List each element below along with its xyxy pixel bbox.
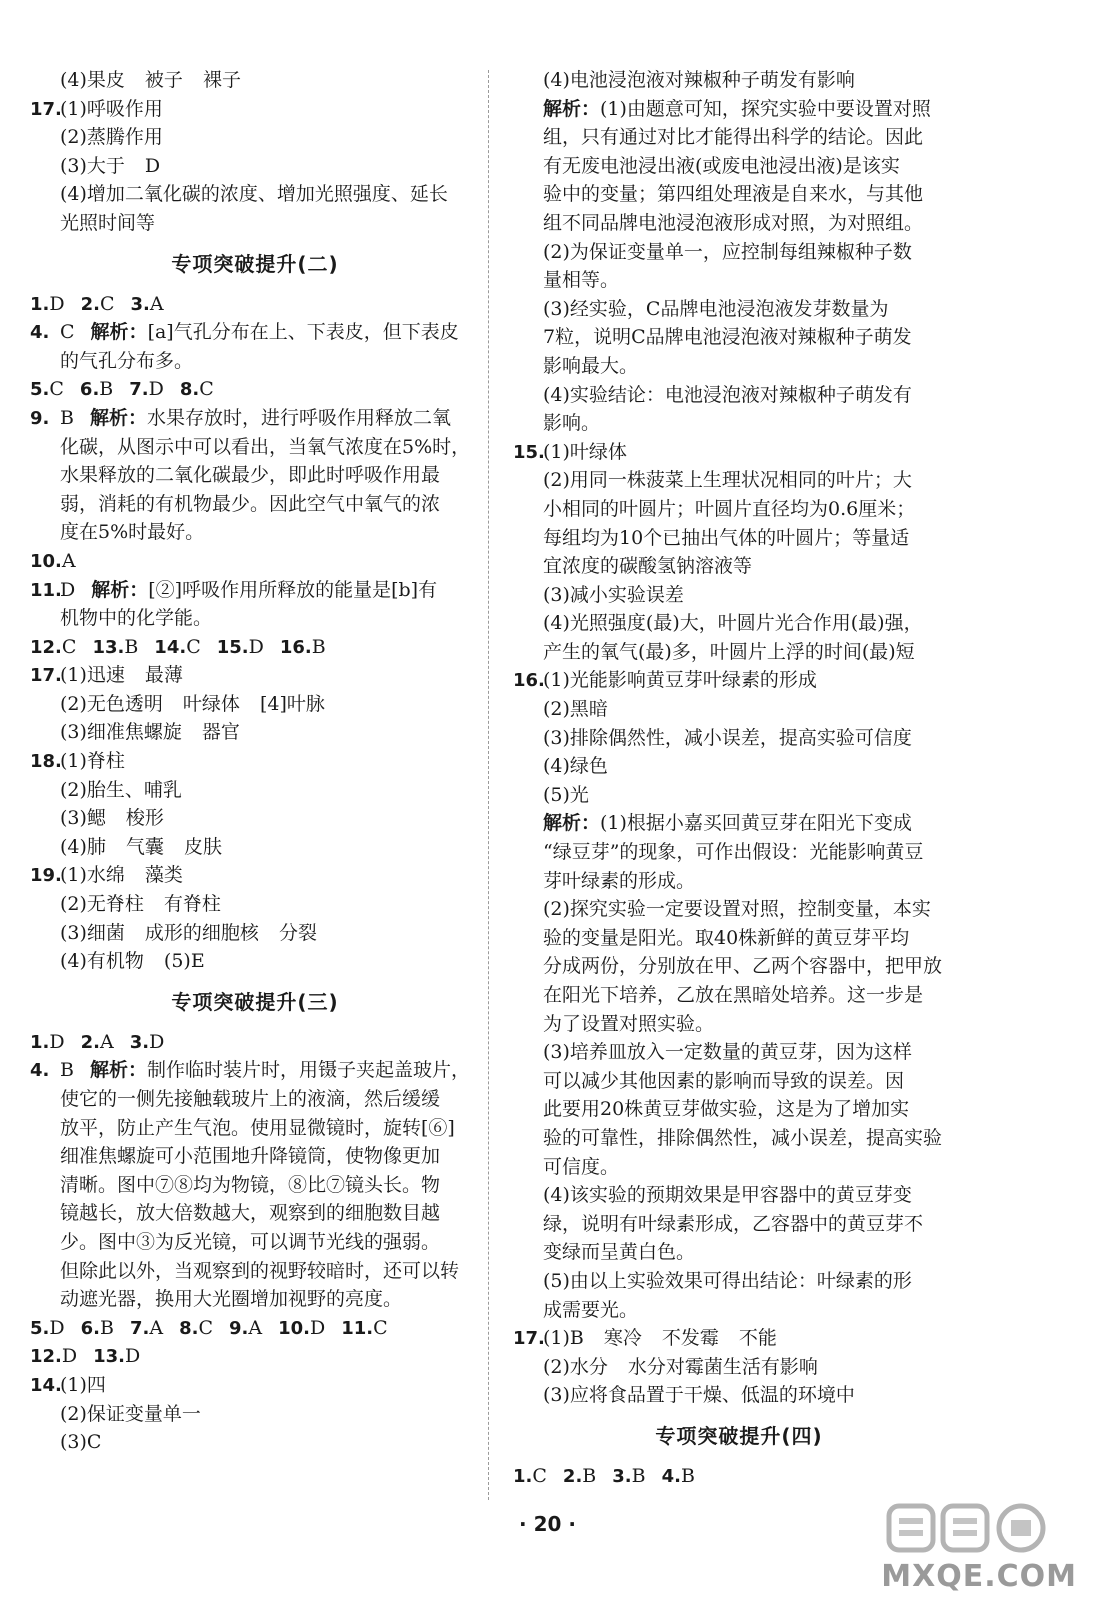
- answer-text: (2)无脊柱: [60, 893, 144, 916]
- continuation-line: [30, 347, 480, 376]
- question-number: 7.: [129, 379, 149, 401]
- answer-value: D: [148, 378, 164, 401]
- answer-text: 此要用20株黄豆芽做实验，这是为了增加实: [543, 1098, 910, 1121]
- continuation-line: [513, 1067, 965, 1096]
- question-line: [513, 438, 965, 467]
- question-number: 6.: [79, 379, 100, 401]
- question-line: [513, 666, 965, 695]
- answer-text: 绿，说明有叶绿素形成，乙容器中的黄豆芽不: [543, 1212, 924, 1235]
- question-number: 1.: [30, 293, 50, 315]
- answer-text: 化碳，从图示中可以看出，当氧气浓度在5%时，: [60, 435, 471, 458]
- answer-value: B: [99, 378, 114, 401]
- answer-text: (1)迅速: [60, 664, 125, 687]
- page-number: · 20 ·: [519, 1512, 576, 1536]
- continuation-line: [513, 409, 965, 438]
- analysis-text: 制作临时装片时，用镊子夹起盖玻片，: [146, 1059, 470, 1082]
- answer-value: A: [149, 1316, 164, 1339]
- answer-text: (2)用同一株菠菜上生理状况相同的叶片；大: [543, 469, 912, 492]
- continuation-line: [513, 638, 965, 667]
- answer-text: (5)E: [163, 950, 205, 973]
- answer-row: [30, 1028, 480, 1057]
- question-number: 18.: [30, 751, 62, 773]
- question-number: 5.: [30, 379, 50, 401]
- answer-text: 不发霉: [661, 1327, 719, 1350]
- continuation-line: [513, 95, 965, 124]
- continuation-line: [513, 924, 965, 953]
- continuation-line: [30, 180, 480, 209]
- continuation-line: [30, 518, 480, 547]
- question-number: 11.: [341, 1317, 374, 1339]
- question-number: 8.: [179, 1317, 199, 1339]
- question-line: [30, 661, 480, 690]
- continuation-line: [30, 833, 480, 862]
- answer-text: (3)鳃: [60, 807, 106, 830]
- answer-text: 组不同品牌电池浸泡液形成对照，为对照组。: [543, 211, 924, 234]
- answer-text: (4)增加二氧化碳的浓度、增加光照强度、延长: [60, 183, 448, 206]
- question-number: 6.: [80, 1317, 100, 1339]
- continuation-line: [30, 890, 480, 919]
- question-number: 17.: [30, 665, 62, 687]
- answer-text: 成需要光。: [543, 1298, 639, 1321]
- question-number: 16.: [513, 670, 545, 692]
- answer-row: [30, 633, 480, 662]
- question-number: 14.: [30, 1374, 62, 1396]
- answer-text: (4)绿色: [543, 755, 608, 778]
- answer-value: C: [532, 1464, 547, 1487]
- continuation-line: [513, 266, 965, 295]
- answer-value: D: [49, 1316, 65, 1339]
- answer-text: (1)B: [543, 1327, 584, 1350]
- continuation-line: [513, 867, 965, 896]
- answer-text: 分成两份，分别放在甲、乙两个容器中，把甲放: [543, 955, 943, 978]
- analysis-label: 解析：: [90, 321, 148, 344]
- continuation-line: [513, 1381, 965, 1410]
- continuation-line: [513, 581, 965, 610]
- answer-text: (5)光: [543, 783, 589, 806]
- continuation-line: [30, 209, 480, 238]
- answer-text: (3)培养皿放入一定数量的黄豆芽，因为这样: [543, 1041, 912, 1064]
- continuation-line: [513, 781, 965, 810]
- answer-value: C: [99, 292, 115, 315]
- answer-text: (4)肺: [60, 835, 106, 858]
- answer-text: 每组均为10个已抽出气体的叶圆片；等量适: [543, 526, 910, 549]
- answer-text: (4)实验结论：电池浸泡液对辣椒种子萌发有: [543, 383, 912, 406]
- answer-text: 有无废电池浸出液(或废电池浸出液)是该实: [543, 154, 900, 177]
- continuation-line: [513, 209, 965, 238]
- answer-value: A: [248, 1316, 263, 1339]
- answer-text: 机物中的化学能。: [60, 607, 213, 630]
- answer-text: (1)光能影响黄豆芽叶绿素的形成: [543, 669, 817, 692]
- answer-text: 少。图中③为反光镜，可以调节光线的强弱。: [60, 1230, 441, 1253]
- question-number: 17.: [30, 98, 62, 120]
- question-number: 19.: [30, 865, 62, 887]
- continuation-line: [30, 1228, 480, 1257]
- answer-value: B: [124, 635, 139, 658]
- question-number: 2.: [562, 1465, 583, 1487]
- answer-value: C: [199, 378, 214, 401]
- answer-text: 为了设置对照实验。: [543, 1012, 715, 1035]
- answer-text: 的气孔分布多。: [60, 349, 194, 372]
- question-number: 16.: [279, 636, 312, 658]
- answer-text: 有脊柱: [163, 893, 221, 916]
- question-number: 1.: [513, 1465, 533, 1487]
- question-number: 4.: [30, 1060, 50, 1082]
- answer-row: [513, 1462, 965, 1491]
- answer-text: 芽叶绿素的形成。: [543, 869, 696, 892]
- answer-text: 成形的细胞核: [144, 921, 259, 944]
- continuation-line: [513, 1238, 965, 1267]
- question-line: [30, 95, 480, 124]
- continuation-line: [30, 1114, 480, 1143]
- continuation-line: [513, 552, 965, 581]
- continuation-line: [30, 919, 480, 948]
- answer-text: (2)无色透明: [60, 692, 163, 715]
- answer-value: A: [149, 292, 164, 315]
- answer-text: (4)果皮: [60, 69, 125, 91]
- answer-value: C: [61, 635, 77, 658]
- answer-value: C: [373, 1316, 388, 1339]
- answer-value: B: [631, 1464, 646, 1487]
- section-heading: 专项突破提升(二): [171, 251, 339, 276]
- left-column: [30, 66, 480, 1457]
- continuation-line: [513, 1124, 965, 1153]
- question-number: 10.: [278, 1317, 310, 1339]
- answer-value: B: [311, 635, 326, 658]
- answer-row: [30, 1342, 480, 1371]
- answer-text: 细准焦螺旋可小范围地升降镜筒，使物像更加: [60, 1145, 441, 1168]
- continuation-line: [30, 1142, 480, 1171]
- answer-text: C: [60, 321, 75, 344]
- analysis-text: (1)由题意可知，探究实验中要设置对照: [600, 97, 931, 120]
- continuation-line: [30, 604, 480, 633]
- answer-text: 叶绿体: [182, 692, 240, 715]
- continuation-line: [30, 718, 480, 747]
- question-number: 3.: [612, 1465, 632, 1487]
- answer-value: D: [248, 635, 264, 658]
- answer-value: D: [309, 1316, 326, 1339]
- question-number: 8.: [179, 379, 200, 401]
- answer-text: B: [60, 406, 74, 429]
- continuation-line: [513, 1210, 965, 1239]
- question-number: 15.: [513, 441, 545, 463]
- answer-text: 被子: [144, 69, 183, 91]
- answer-text: 气囊: [125, 835, 164, 858]
- continuation-line: [513, 1095, 965, 1124]
- section-heading: 专项突破提升(四): [655, 1423, 823, 1448]
- question-number: 13.: [92, 636, 125, 658]
- answer-text: (4)电池浸泡液对辣椒种子萌发有影响: [543, 69, 855, 91]
- answer-text: 产生的氧气(最)多，叶圆片上浮的时间(最)短: [543, 640, 915, 663]
- question-number: 2.: [80, 1031, 100, 1053]
- answer-text: (1)脊柱: [60, 750, 125, 773]
- continuation-line: [30, 123, 480, 152]
- question-number: 12.: [30, 636, 62, 658]
- answer-text: (1)叶绿体: [543, 440, 627, 463]
- answer-text: 可信度。: [543, 1155, 620, 1178]
- answer-text: 宜浓度的碳酸氢钠溶液等: [543, 555, 753, 578]
- answer-value: C: [49, 378, 64, 401]
- question-number: 11.: [30, 579, 62, 601]
- question-number: 12.: [30, 1346, 62, 1368]
- continuation-line: [30, 433, 480, 462]
- continuation-line: [513, 1010, 965, 1039]
- continuation-line: [513, 1181, 965, 1210]
- continuation-line: [513, 323, 965, 352]
- answer-value: B: [680, 1464, 695, 1487]
- continuation-line: [30, 152, 480, 181]
- section-heading: 专项突破提升(三): [171, 989, 339, 1014]
- right-column: [513, 66, 965, 1491]
- answer-text: (4)光照强度(最)大，叶圆片光合作用(最)强，: [543, 612, 923, 635]
- answer-value: A: [61, 549, 76, 572]
- watermark-text: MXQE.COM: [881, 1559, 1077, 1594]
- answer-text: 寒冷: [603, 1327, 642, 1350]
- question-line: [30, 1056, 480, 1085]
- continuation-line: [30, 1285, 480, 1314]
- analysis-text: (1)根据小嘉买回黄豆芽在阳光下变成: [600, 812, 912, 835]
- answer-text: 小相同的叶圆片；叶圆片直径均为0.6厘米；: [543, 497, 916, 520]
- answer-text: (4)有机物: [60, 950, 144, 973]
- analysis-label: 解析：: [543, 812, 601, 835]
- answer-text: 影响。: [543, 412, 601, 435]
- continuation-line: [513, 1353, 965, 1382]
- answer-text: (3)应将食品置于干燥、低温的环境中: [543, 1384, 855, 1407]
- analysis-text: 水果存放时，进行呼吸作用释放二氧: [146, 406, 451, 429]
- answer-text: (2)保证变量单一: [60, 1402, 201, 1425]
- answer-text: 量相等。: [543, 269, 620, 292]
- continuation-line: [513, 466, 965, 495]
- answer-text: D: [60, 578, 76, 601]
- answer-value: D: [49, 292, 65, 315]
- continuation-line: [30, 1400, 480, 1429]
- answer-text: 验的变量是阳光。取40株新鲜的黄豆芽平均: [543, 926, 910, 949]
- answer-value: D: [125, 1345, 141, 1368]
- question-number: 5.: [30, 1317, 50, 1339]
- answer-text: 藻类: [144, 864, 183, 887]
- answer-text: 清晰。图中⑦⑧均为物镜，⑧比⑦镜头长。物: [60, 1173, 441, 1196]
- question-number: 9.: [228, 1317, 249, 1339]
- answer-text: 弱，消耗的有机物最少。因此空气中氧气的浓: [60, 492, 441, 515]
- continuation-line: [513, 524, 965, 553]
- answer-text: 分裂: [278, 921, 317, 944]
- answer-text: B: [60, 1059, 74, 1082]
- answer-text: 水果释放的二氧化碳最少，即此时呼吸作用最: [60, 464, 441, 487]
- continuation-line: [513, 66, 965, 95]
- continuation-line: [30, 804, 480, 833]
- answer-text: (4)该实验的预期效果是甲容器中的黄豆芽变: [543, 1184, 912, 1207]
- answer-text: 水分对霉菌生活有影响: [627, 1355, 818, 1378]
- analysis-text: [②]呼吸作用所释放的能量是[b]有: [148, 578, 438, 601]
- continuation-line: [513, 695, 965, 724]
- answer-text: (3)大于: [60, 154, 125, 177]
- answer-text: 裸子: [202, 69, 241, 91]
- answer-text: (2)探究实验一定要设置对照，控制变量，本实: [543, 898, 931, 921]
- answer-text: (1)水绵: [60, 864, 125, 887]
- question-line: [30, 1371, 480, 1400]
- continuation-line: [513, 123, 965, 152]
- answer-text: (2)胎生、哺乳: [60, 778, 182, 801]
- continuation-line: [513, 752, 965, 781]
- answer-text: 度在5%时最好。: [60, 521, 205, 544]
- answer-text: (2)黑暗: [543, 698, 608, 721]
- continuation-line: [513, 1153, 965, 1182]
- answer-text: 影响最大。: [543, 354, 639, 377]
- question-number: 4.: [30, 322, 50, 344]
- continuation-line: [513, 609, 965, 638]
- analysis-label: 解析：: [91, 578, 149, 601]
- answer-row: [30, 375, 480, 404]
- answer-value: D: [149, 1030, 165, 1053]
- answer-text: 在阳光下培养，乙放在黑暗处培养。这一步是: [543, 984, 924, 1006]
- question-number: 10.: [30, 550, 62, 572]
- answer-text: 使它的一侧先接触载玻片上的液滴，然后缓缓: [60, 1088, 441, 1110]
- answer-text: 镜越长，放大倍数越大，观察到的细胞数目越: [60, 1202, 441, 1225]
- continuation-line: [513, 838, 965, 867]
- answer-text: 验的可靠性，排除偶然性，减小误差，提高实验: [543, 1126, 943, 1149]
- question-number: 1.: [30, 1031, 50, 1053]
- answer-text: 变绿而呈黄白色。: [543, 1241, 696, 1264]
- answer-text: 放平，防止产生气泡。使用显微镜时，旋转[⑥]: [60, 1116, 455, 1139]
- answer-text: (3)排除偶然性，减小误差，提高实验可信度: [543, 726, 912, 749]
- question-line: [30, 404, 480, 433]
- continuation-line: [513, 152, 965, 181]
- continuation-line: [30, 1085, 480, 1114]
- question-number: 2.: [80, 293, 100, 315]
- question-number: 13.: [93, 1346, 126, 1368]
- answer-value: C: [198, 1316, 213, 1339]
- question-number: 14.: [154, 636, 187, 658]
- question-number: 17.: [513, 1328, 545, 1350]
- continuation-line: [513, 352, 965, 381]
- question-number: 3.: [129, 1031, 150, 1053]
- continuation-line: [513, 295, 965, 324]
- answer-value: C: [186, 635, 201, 658]
- answer-text: (3)细菌: [60, 921, 125, 944]
- answer-text: [4]叶脉: [259, 692, 325, 715]
- answer-text: (3)减小实验误差: [543, 583, 684, 606]
- question-line: [30, 576, 480, 605]
- continuation-line: [513, 1296, 965, 1325]
- answer-text: D: [144, 154, 161, 177]
- answer-text: 皮肤: [183, 835, 222, 858]
- answer-value: D: [49, 1030, 65, 1053]
- analysis-text: [a]气孔分布在上、下表皮，但下表皮: [147, 321, 459, 344]
- analysis-label: 解析：: [89, 406, 147, 429]
- continuation-line: [513, 895, 965, 924]
- answer-value: A: [99, 1030, 114, 1053]
- continuation-line: [30, 461, 480, 490]
- question-line: [513, 1324, 965, 1353]
- answer-text: 不能: [738, 1327, 777, 1350]
- continuation-line: [513, 809, 965, 838]
- question-number: 3.: [130, 293, 150, 315]
- continuation-line: [30, 1171, 480, 1200]
- analysis-label: 解析：: [89, 1059, 147, 1082]
- question-line: [30, 747, 480, 776]
- analysis-label: 解析：: [543, 97, 601, 120]
- answer-text: 动遮光器，换用大光圈增加视野的亮度。: [60, 1288, 403, 1311]
- question-number: 7.: [129, 1317, 150, 1339]
- answer-text: 光照时间等: [60, 211, 156, 234]
- continuation-line: [30, 1428, 480, 1457]
- answer-text: 但除此以外，当观察到的视野较暗时，还可以转: [60, 1259, 460, 1282]
- answer-text: (5)由以上实验效果可得出结论：叶绿素的形: [543, 1269, 912, 1292]
- answer-text: 最薄: [144, 664, 183, 687]
- answer-text: 器官: [201, 721, 240, 744]
- continuation-line: [30, 947, 480, 976]
- answer-text: (1)四: [60, 1373, 106, 1396]
- continuation-line: [513, 981, 965, 1010]
- continuation-line: [513, 180, 965, 209]
- continuation-line: [30, 1257, 480, 1286]
- answer-value: D: [61, 1345, 78, 1368]
- question-number: 15.: [216, 636, 249, 658]
- answer-text: (3)C: [60, 1431, 102, 1454]
- continuation-line: [513, 495, 965, 524]
- question-number: 4.: [661, 1465, 681, 1487]
- continuation-line: [30, 690, 480, 719]
- continuation-line: [513, 1267, 965, 1296]
- answer-text: 组，只有通过对比才能得出科学的结论。因此: [543, 126, 924, 149]
- continuation-line: [513, 238, 965, 267]
- continuation-line: [513, 952, 965, 981]
- answer-text: (2)为保证变量单一，应控制每组辣椒种子数: [543, 240, 912, 263]
- continuation-line: [513, 1038, 965, 1067]
- answer-row: [30, 290, 480, 319]
- continuation-line: [30, 490, 480, 519]
- answer-text: (2)蒸腾作用: [60, 126, 163, 149]
- answer-text: 可以减少其他因素的影响而导致的误差。因: [543, 1069, 905, 1092]
- answer-text: (3)经实验，C品牌电池浸泡液发芽数量为: [543, 297, 889, 320]
- continuation-line: [513, 381, 965, 410]
- answer-value: B: [582, 1464, 597, 1487]
- question-line: [30, 861, 480, 890]
- answer-text: 验中的变量；第四组处理液是自来水，与其他: [543, 183, 924, 206]
- answer-row: [30, 1314, 480, 1343]
- answer-value: B: [99, 1316, 114, 1339]
- answer-text: (2)水分: [543, 1355, 608, 1378]
- continuation-line: [30, 66, 480, 95]
- answer-text: (1)呼吸作用: [60, 97, 163, 120]
- answer-text: (3)细准焦螺旋: [60, 721, 182, 744]
- answer-text: 梭形: [125, 807, 164, 830]
- question-line: [30, 318, 480, 347]
- answer-text: 7粒，说明C品牌电池浸泡液对辣椒种子萌发: [543, 326, 912, 349]
- continuation-line: [513, 724, 965, 753]
- answer-text: “绿豆芽”的现象，可作出假设：光能影响黄豆: [543, 841, 924, 864]
- question-number: 9.: [30, 407, 50, 429]
- continuation-line: [30, 1199, 480, 1228]
- answer-row: [30, 547, 480, 576]
- continuation-line: [30, 776, 480, 805]
- column-divider: [488, 70, 489, 1500]
